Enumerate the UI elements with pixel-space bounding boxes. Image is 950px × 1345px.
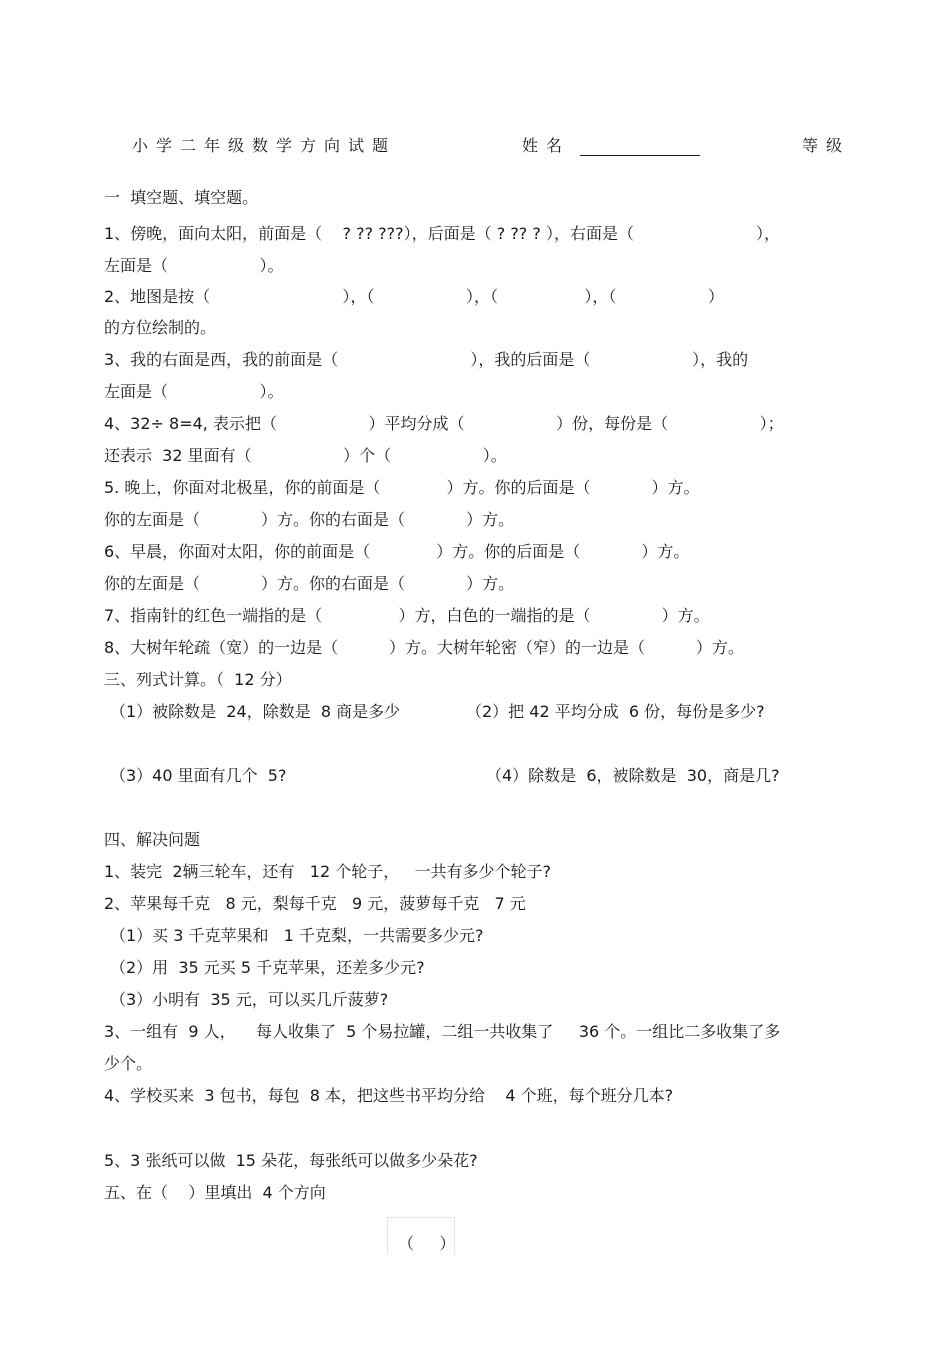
question-6-line-1: 6、早晨，你面对太阳，你的前面是（ ）方。你的后面是（ ）方。 (104, 542, 690, 561)
grade-label: 等级 (802, 136, 851, 155)
calc-item-3: （3）40 里面有几个 5? (110, 766, 287, 785)
question-2-line-1: 2、地图是按（ ），（ ），（ ），（ ） (104, 287, 724, 306)
question-5-line-2: 你的左面是（ ）方。你的右面是（ ）方。 (104, 510, 515, 529)
problem-2: 2、苹果每千克 8 元，梨每千克 9 元，菠萝每千克 7 元 (104, 894, 526, 913)
question-2-line-2: 的方位绘制的。 (104, 318, 217, 337)
section-1-heading: 一 填空题、填空题。 (104, 188, 259, 207)
question-7: 7、指南针的红色一端指的是（ ）方，白色的一端指的是（ ）方。 (104, 606, 710, 625)
question-3-line-2: 左面是（ ）。 (104, 382, 284, 401)
problem-2-part-3: （3）小明有 35 元，可以买几斤菠萝? (110, 990, 389, 1009)
calc-item-2: （2）把 42 平均分成 6 份，每份是多少? (466, 702, 765, 721)
calc-item-1: （1）被除数是 24，除数是 8 商是多少 (110, 702, 401, 721)
problem-3-line-1: 3、一组有 9 人， 每人收集了 5 个易拉罐，二组一共收集了 36 个。一组比二多收集了多 (104, 1022, 781, 1041)
question-8: 8、大树年轮疏（宽）的一边是（ ）方。大树年轮密（窄）的一边是（ ）方。 (104, 638, 744, 657)
question-3-line-1: 3、我的右面是西，我的前面是（ ），我的后面是（ ），我的 (104, 350, 749, 369)
worksheet-title: 小学二年级数学方向试题 (132, 136, 397, 155)
problem-3-line-2: 少个。 (104, 1054, 153, 1073)
question-1-line-1: 1、傍晚，面向太阳，前面是（ ? ?? ???），后面是（ ? ?? ? ），右面是（ ）， (104, 224, 781, 243)
question-5-line-1: 5. 晚上，你面对北极星，你的前面是（ ）方。你的后面是（ ）方。 (104, 478, 700, 497)
section-4-heading: 四、解决问题 (104, 830, 201, 849)
calc-item-4: （4）除数是 6，被除数是 30，商是几? (486, 766, 780, 785)
problem-5: 5、3 张纸可以做 15 朵花，每张纸可以做多少朵花? (104, 1151, 478, 1170)
section-5-heading: 五、在（ ）里填出 4 个方向 (104, 1183, 326, 1202)
direction-blank: （ ） (398, 1234, 456, 1253)
problem-1: 1、装完 2辆三轮车，还有 12 个轮子， 一共有多少个轮子? (104, 862, 551, 881)
section-3-heading: 三、列式计算。（ 12 分） (104, 670, 292, 689)
name-blank-line (580, 155, 700, 156)
problem-4: 4、学校买来 3 包书，每包 8 本，把这些书平均分给 4 个班，每个班分几本? (104, 1086, 674, 1105)
question-6-line-2: 你的左面是（ ）方。你的右面是（ ）方。 (104, 574, 515, 593)
problem-2-part-2: （2）用 35 元买 5 千克苹果，还差多少元? (110, 958, 425, 977)
problem-2-part-1: （1）买 3 千克苹果和 1 千克梨，一共需要多少元? (110, 926, 484, 945)
question-4-line-2: 还表示 32 里面有（ ）个（ ）。 (104, 446, 507, 465)
name-label: 姓名 (522, 136, 571, 155)
question-1-line-2: 左面是（ ）。 (104, 256, 284, 275)
question-4-line-1: 4、32÷ 8=4, 表示把（ ）平均分成（ ）份，每份是（ ）； (104, 414, 784, 433)
